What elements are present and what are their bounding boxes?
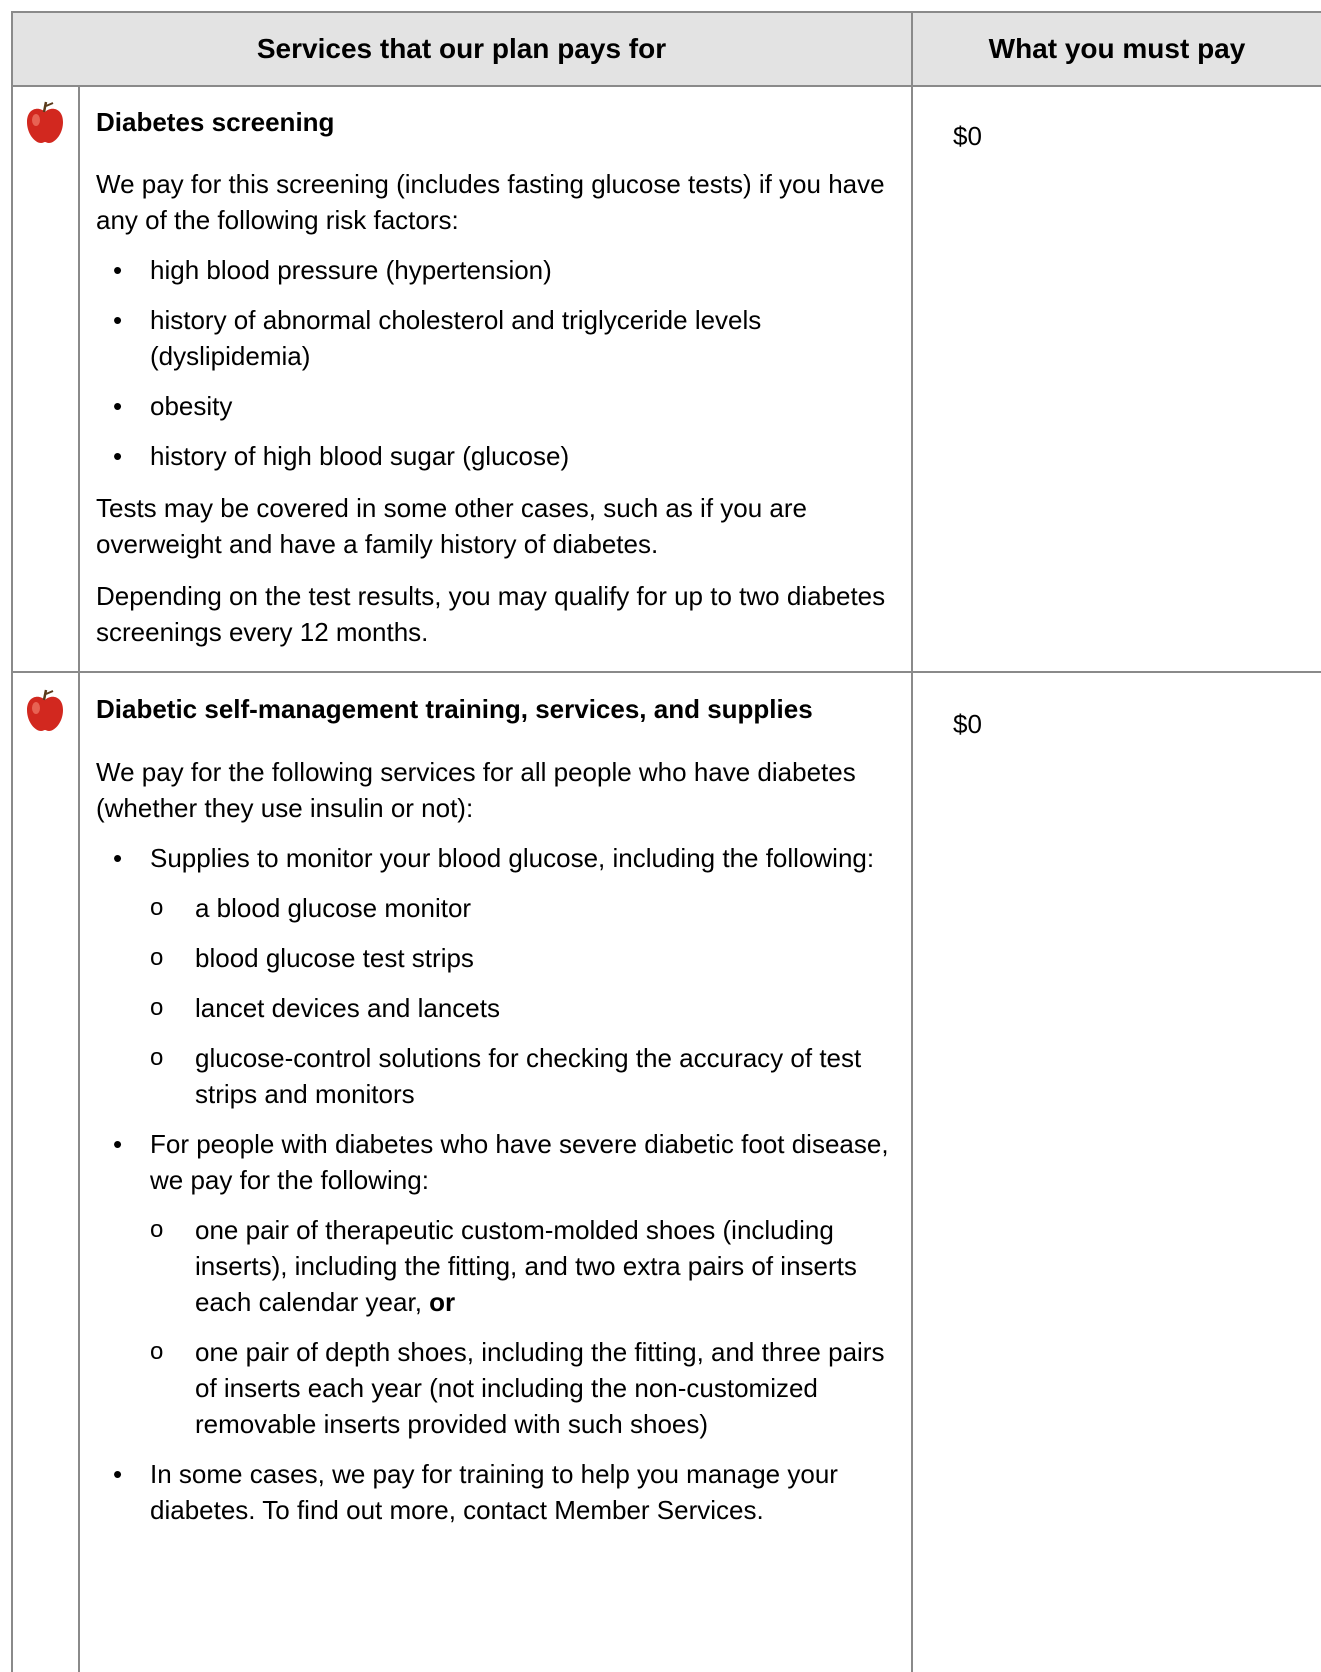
or-emphasis: or (429, 1287, 456, 1317)
list-item: • obesity (96, 388, 896, 424)
apple-icon (25, 688, 65, 732)
supplies-sublist (150, 890, 896, 1112)
grid-line (78, 86, 80, 1672)
grid-line (911, 11, 913, 1672)
apple-icon (25, 100, 65, 144)
list-item (96, 1126, 896, 1442)
sublist-item: o blood glucose test strips (150, 940, 896, 976)
grid-line (11, 11, 13, 1672)
row-diabetic-self-management (96, 691, 896, 1528)
grid-line (12, 671, 1321, 673)
pay-amount: $0 (953, 121, 982, 151)
header-pay: What you must pay (988, 33, 1246, 64)
row-intro: We pay for the following services for all people who have diabetes (whether they use insulin or not): (96, 757, 856, 823)
list-item-text: • For people with diabetes who have severe diabetic foot disease, we pay for the following: (150, 1129, 889, 1195)
grid-line (12, 85, 1321, 87)
row-paragraph: Depending on the test results, you may qualify for up to two diabetes screenings every 12 months. (96, 581, 886, 647)
sublist-item: o glucose-control solutions for checking the accuracy of test strips and monitors (150, 1040, 896, 1112)
list-item (96, 840, 896, 1112)
row-title: Diabetic self-management training, services, and supplies (96, 694, 813, 724)
services-list (96, 840, 896, 1528)
sublist-item (150, 1212, 896, 1320)
list-item: • In some cases, we pay for training to help you manage your diabetes. To find out more, contact Member Services. (96, 1456, 896, 1528)
pay-amount: $0 (953, 709, 982, 739)
risk-factor-list (96, 252, 896, 474)
list-item: • history of abnormal cholesterol and triglyceride levels (dyslipidemia) (96, 302, 896, 374)
row-title: Diabetes screening (96, 107, 335, 137)
row-diabetes-screening (96, 104, 896, 650)
sublist-item: o a blood glucose monitor (150, 890, 896, 926)
sublist-item-text: one pair of therapeutic custom-molded shoes (including inserts), including the fitting, and two extra pairs of inserts each calendar year, (195, 1215, 857, 1317)
sublist-item: o one pair of depth shoes, including the fitting, and three pairs of inserts each year (not including the non-customized removable inserts provided with such shoes) (150, 1334, 896, 1442)
list-item-text: • Supplies to monitor your blood glucose, including the following: (150, 843, 875, 873)
row-paragraph: Tests may be covered in some other cases, such as if you are overweight and have a family history of diabetes. (96, 493, 808, 559)
grid-line (12, 11, 1321, 13)
sublist-item: o lancet devices and lancets (150, 990, 896, 1026)
header-services: Services that our plan pays for (256, 33, 667, 64)
row-intro: We pay for this screening (includes fasting glucose tests) if you have any of the following risk factors: (96, 169, 885, 235)
shoes-sublist (150, 1212, 896, 1442)
list-item: • high blood pressure (hypertension) (96, 252, 896, 288)
list-item: • history of high blood sugar (glucose) (96, 438, 896, 474)
